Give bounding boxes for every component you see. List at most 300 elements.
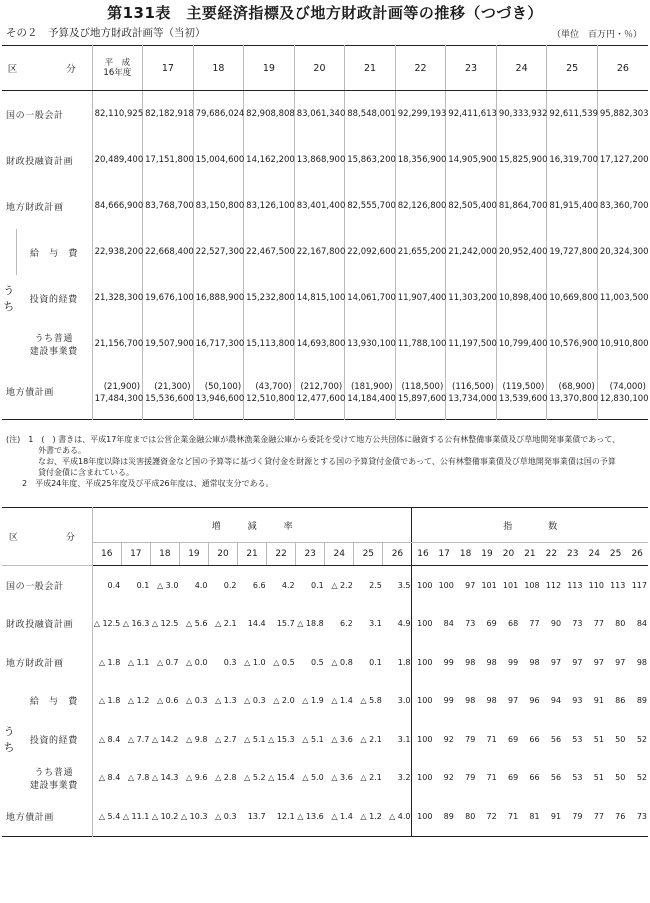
cell-value: 82,505,400 [446,183,497,229]
rate-value: △ 1.4 [331,811,353,821]
index-value: 100 [412,643,433,682]
header-year: 19 [179,543,208,566]
rate-value: △ 1.0 [244,657,266,667]
rate-value: 2.5 [369,580,382,590]
cell-value: 10,576,900 [547,321,598,367]
cell-value: 13,868,900 [294,137,345,183]
index-value: 100 [412,759,433,798]
index-value: 101 [502,580,519,590]
index-value: 91 [550,811,562,821]
index-value: 101 [481,580,497,590]
header-year: 19 [476,543,497,566]
cell-value: 22,527,300 [193,229,244,275]
index-value: 68 [507,619,519,629]
rate-value: △ 7.8 [127,773,150,783]
header-year: 20 [208,543,237,566]
rate-value: △ 12.5 [151,619,179,629]
header-year: 17 [143,46,194,91]
index-value: 79 [572,811,583,821]
table-row [2,643,648,682]
index-value: 73 [465,619,476,629]
rate-value: △ 5.1 [302,734,324,744]
index-value: 91 [593,696,604,706]
cell-value: 83,360,700 [597,183,648,229]
cell-value: 11,197,500 [446,321,497,367]
cell-value: 83,768,700 [143,183,194,229]
rate-value: 3.0 [397,696,411,706]
index-value: 98 [465,657,476,667]
index-value: 98 [529,657,540,667]
header-year: 21 [519,543,540,566]
table-row [2,137,648,183]
header-year: 23 [296,543,325,566]
rate-value: △ 0.3 [186,696,208,706]
index-value: 53 [572,773,583,783]
rate-value: △ 0.7 [156,657,179,667]
rate-value: 0.1 [369,657,382,667]
rate-value: △ 11.1 [122,811,150,821]
header-year: 25 [354,543,383,566]
note-line: 外書である。 [6,446,86,455]
index-value: 93 [572,696,583,706]
table-row [2,367,648,420]
cell-value: 82,555,700 [345,183,396,229]
header-year: 20 [294,46,345,91]
header-year: 18 [455,543,476,566]
table-row [2,759,648,798]
index-value: 77 [529,619,540,629]
rate-value: △ 12.5 [92,605,121,644]
index-value: 77 [593,811,604,821]
unit-label: （単位 百万円・％） [551,30,642,40]
index-value: 77 [593,619,604,629]
rate-value: △ 13.6 [297,811,324,821]
index-value: 99 [443,657,454,667]
cell-value: 17,127,200 [597,137,648,183]
cell-value: 14,061,700 [345,275,396,321]
rate-value: △ 3.6 [331,734,353,744]
index-value: 97 [593,657,604,667]
cell-value: 83,150,800 [193,183,244,229]
note-line: (注) 1 ( ) 書きは、平成17年度までは公営企業金融公庫が農林漁業金融公庫から委託を受けて地方公共団体に融資する公有林整備事業債及び草地開発事業債であって、 [6,435,621,444]
notes [6,434,646,489]
cell-value: 20,952,400 [496,229,547,275]
index-value: 117 [631,580,647,590]
index-value: 97 [465,580,476,590]
row-label: 投資的経費 [29,294,78,305]
rate-value: △ 5.8 [360,696,382,706]
section-subtitle: その２ 予算及び地方財政計画等（当初） [6,27,206,39]
rate-value: △ 2.0 [273,696,295,706]
header-category: 区 分 [2,46,92,91]
table-row [2,321,648,367]
rate-value: △ 7.7 [127,734,150,744]
cell-value: 10,669,800 [547,275,598,321]
cell-value: (118,500) 15,897,600 [395,367,446,420]
header-year: 平 成 16年度 [92,46,143,91]
cell-value: 92,611,539 [547,91,598,138]
cell-value: 15,232,800 [244,275,295,321]
cell-value: 22,668,400 [143,229,194,275]
cell-value: 10,898,400 [496,275,547,321]
header-year: 24 [583,543,604,566]
rate-value: △ 0.3 [244,696,266,706]
row-label: 給 与 費 [29,697,78,708]
index-value: 99 [507,657,519,667]
index-value: 100 [412,682,433,721]
cell-value: 11,003,500 [597,275,648,321]
rate-value: 4.2 [281,580,295,590]
header-year: 18 [193,46,244,91]
cell-value: 82,182,918 [143,91,194,138]
rate-value: △ 3.0 [156,580,179,590]
cell-value: 15,004,600 [193,137,244,183]
row-label: 地方財政計画 [6,658,64,669]
cell-value: (212,700) 12,477,600 [294,367,345,420]
cell-value: 81,915,400 [547,183,598,229]
header-year: 17 [121,543,150,566]
cell-value: 11,907,400 [395,275,446,321]
cell-value: 10,910,800 [597,321,648,367]
header-year: 22 [541,543,562,566]
index-value: 110 [588,580,604,590]
cell-value: 15,825,900 [496,137,547,183]
index-value: 69 [507,734,519,744]
rate-value: △ 5.2 [244,773,266,783]
rate-value: 3.1 [397,734,411,744]
header-rate-group: 増 減 率 [92,508,412,543]
rate-value: △ 2.1 [215,619,237,629]
index-value: 113 [567,580,583,590]
note-line: なお、平成18年度以降は災害援護資金など国の予算等に基づく貸付金を財源とする国の予算貸付金債であって、公有林整備事業債及び草地開発事業債は国の予算 [6,457,616,466]
note-line: 2 平成24年度、平成25年度及び平成26年度は、通常収支分である。 [6,479,274,488]
header-year: 26 [597,46,648,91]
rate-value: △ 18.8 [297,619,324,629]
row-label: 財政投融資計画 [6,620,74,631]
cell-value: 14,815,100 [294,275,345,321]
index-value: 92 [443,773,454,783]
rate-value: △ 1.2 [127,696,150,706]
index-value: 100 [412,605,433,644]
cell-value: 20,324,300 [597,229,648,275]
rate-value: 0.4 [92,566,121,605]
row-label: 地方財政計画 [6,202,64,213]
rate-value: △ 15.4 [268,773,295,783]
rate-value: △ 3.6 [331,773,353,783]
index-value: 69 [486,619,497,629]
index-value: 89 [443,811,454,821]
cell-value: 14,905,900 [446,137,497,183]
cell-value: 83,126,100 [244,183,295,229]
cell-value: 95,882,303 [597,91,648,138]
rate-value: 15.7 [276,619,295,629]
table-row [2,229,648,275]
cell-value: 92,411,613 [446,91,497,138]
cell-value: 21,242,000 [446,229,497,275]
rate-value: △ 1.3 [215,696,237,706]
cell-value: (50,100) 13,946,600 [193,367,244,420]
index-value: 72 [486,811,497,821]
cell-value: 79,686,024 [193,91,244,138]
index-value: 80 [465,811,476,821]
rate-value: 14.4 [247,619,266,629]
index-value: 71 [486,734,497,744]
rate-value: △ 2.1 [360,734,382,744]
table-row [2,275,648,321]
cell-value: 22,167,800 [294,229,345,275]
header-year: 17 [433,543,454,566]
header-year: 26 [383,543,412,566]
cell-value: (119,500) 13,539,600 [496,367,547,420]
index-value: 97 [507,696,519,706]
cell-value: 19,507,900 [143,321,194,367]
index-value: 94 [550,696,562,706]
rate-value: 6.6 [252,580,266,590]
cell-value: 21,328,300 [92,275,143,321]
rate-index-table [2,507,648,837]
rate-value: △ 9.8 [186,734,208,744]
rate-value: 3.2 [397,773,411,783]
index-value: 100 [438,580,454,590]
rate-value: △ 14.3 [151,773,179,783]
index-value: 51 [593,734,604,744]
index-value: 90 [550,619,562,629]
rate-value: △ 5.1 [244,734,266,744]
header-year: 21 [345,46,396,91]
index-value: 108 [524,580,540,590]
cell-value: 21,655,200 [395,229,446,275]
rate-value: △ 9.6 [186,773,208,783]
rate-value: 0.5 [310,657,324,667]
uchi-bracket: う ち [3,725,15,755]
index-value: 76 [615,811,626,821]
page-title: 第131表 主要経済指標及び地方財政計画等の推移（つづき） [107,4,543,22]
index-value: 51 [593,773,604,783]
rate-value: △ 1.8 [92,682,121,721]
rate-value: △ 10.2 [151,811,179,821]
cell-value: 14,162,200 [244,137,295,183]
cell-value: 10,799,400 [496,321,547,367]
rate-value: 6.2 [340,619,353,629]
index-value: 98 [636,657,647,667]
index-value: 81 [529,811,540,821]
index-value: 56 [550,773,562,783]
cell-value: 14,693,800 [294,321,345,367]
cell-value: 16,717,300 [193,321,244,367]
cell-value: 84,666,900 [92,183,143,229]
rate-value: △ 1.8 [92,643,121,682]
cell-value: 20,489,400 [92,137,143,183]
index-value: 73 [572,619,583,629]
index-value: 113 [610,580,626,590]
row-label: 地方債計画 [6,388,55,398]
index-value: 52 [636,734,647,744]
rate-value: △ 5.6 [186,619,208,629]
index-value: 66 [529,734,540,744]
header-year: 24 [496,46,547,91]
cell-value: (21,300) 15,536,600 [143,367,194,420]
uchi-bracket: う ち [3,284,15,313]
rate-value: △ 2.1 [360,773,382,783]
rate-value: △ 0.5 [273,657,295,667]
header-year: 25 [547,46,598,91]
header-year: 22 [267,543,296,566]
index-value: 80 [615,619,626,629]
cell-value: (43,700) 12,510,800 [244,367,295,420]
index-value: 79 [465,773,476,783]
cell-value: 13,930,100 [345,321,396,367]
cell-value: 19,727,800 [547,229,598,275]
note-line: 貸付金債に含まれている。 [6,468,134,477]
row-label: 給 与 費 [16,229,92,275]
index-value: 89 [636,696,647,706]
rate-value: 4.0 [194,580,208,590]
cell-value: 90,333,932 [496,91,547,138]
rate-value: △ 4.0 [389,811,411,821]
cell-value: 82,110,925 [92,91,143,138]
header-year: 21 [238,543,267,566]
rate-value: 3.5 [397,580,411,590]
index-value: 84 [443,619,454,629]
table-row [2,91,648,138]
cell-value: 22,092,600 [345,229,396,275]
cell-value: 11,303,200 [446,275,497,321]
rate-value: △ 0.0 [186,657,208,667]
index-value: 52 [636,773,647,783]
rate-value: 12.1 [276,811,295,821]
index-value: 71 [507,811,519,821]
cell-value: 19,676,100 [143,275,194,321]
index-value: 100 [412,720,433,759]
row-label: うち普通 建設事業費 [29,767,78,791]
rate-value: △ 1.9 [302,696,324,706]
rate-value: △ 0.8 [331,657,353,667]
cell-value: (68,900) 13,370,800 [547,367,598,420]
index-value: 99 [443,696,454,706]
cell-value: 22,938,200 [92,229,143,275]
header-year: 16 [92,543,121,566]
header-year: 22 [395,46,446,91]
rate-value: △ 1.2 [360,811,382,821]
rate-value: 3.1 [369,619,382,629]
header-year: 25 [605,543,626,566]
table-row [2,682,648,721]
rate-value: 0.2 [223,580,237,590]
table-row [2,720,648,759]
header-year: 20 [498,543,519,566]
cell-value: 81,864,700 [496,183,547,229]
rate-value: △ 5.4 [92,797,121,836]
cell-value: 15,113,800 [244,321,295,367]
budget-table [2,45,648,420]
cell-value: 16,888,900 [193,275,244,321]
cell-value: 82,126,800 [395,183,446,229]
index-value: 100 [412,797,433,836]
index-value: 97 [615,657,626,667]
index-value: 112 [545,580,562,590]
table-row [2,605,648,644]
table-row [2,797,648,836]
index-value: 73 [636,811,647,821]
table-row [2,183,648,229]
cell-value: (21,900) 17,484,300 [92,367,143,420]
rate-value: △ 0.3 [215,811,237,821]
header-index-group: 指 数 [412,508,648,543]
rate-value: 0.3 [223,657,237,667]
index-value: 69 [507,773,519,783]
index-value: 98 [486,657,497,667]
index-value: 56 [550,734,562,744]
rate-value: 0.1 [310,580,324,590]
cell-value: 22,467,500 [244,229,295,275]
cell-value: 82,908,808 [244,91,295,138]
row-label: 国の一般会計 [6,581,64,592]
rate-value: △ 1.1 [127,657,150,667]
index-value: 53 [572,734,583,744]
index-value: 50 [615,773,626,783]
cell-value: 88,548,001 [345,91,396,138]
cell-value: 18,356,900 [395,137,446,183]
rate-value: 13.7 [247,811,266,821]
header-year: 16 [412,543,433,566]
cell-value: 21,156,700 [92,321,143,367]
rate-value: 4.9 [397,619,411,629]
cell-value: 16,319,700 [547,137,598,183]
index-value: 66 [529,773,540,783]
rate-value: △ 8.4 [92,759,121,798]
rate-value: △ 2.7 [215,734,237,744]
header-year: 19 [244,46,295,91]
header-year: 23 [562,543,583,566]
cell-value: 92,299,193 [395,91,446,138]
cell-value: 83,401,400 [294,183,345,229]
index-value: 96 [529,696,540,706]
index-value: 98 [486,696,497,706]
rate-value: △ 16.3 [122,619,150,629]
rate-value: 0.1 [136,580,150,590]
index-value: 50 [615,734,626,744]
index-value: 97 [550,657,562,667]
row-label: うち普通 建設事業費 [29,334,78,357]
index-value: 86 [615,696,626,706]
header-year: 26 [626,543,648,566]
index-value: 100 [412,566,433,605]
row-label: 投資的経費 [29,735,78,746]
cell-value: 15,863,200 [345,137,396,183]
cell-value: (74,000) 12,830,100 [597,367,648,420]
header-year: 23 [446,46,497,91]
row-label: 地方債計画 [6,812,55,823]
row-label: 財政投融資計画 [6,156,74,167]
index-value: 92 [443,734,454,744]
index-value: 79 [465,734,476,744]
index-value: 98 [465,696,476,706]
cell-value: 11,788,100 [395,321,446,367]
header-year: 18 [150,543,179,566]
rate-value: △ 1.4 [331,696,353,706]
rate-value: △ 0.6 [156,696,179,706]
header-category: 区 分 [2,508,92,566]
rate-value: 1.8 [397,657,411,667]
rate-value: △ 8.4 [92,720,121,759]
rate-value: △ 10.3 [180,811,208,821]
cell-value: (181,900) 14,184,400 [345,367,396,420]
rate-value: △ 2.8 [215,773,237,783]
rate-value: △ 14.2 [151,734,179,744]
rate-value: △ 15.3 [268,734,295,744]
table-row [2,566,648,605]
cell-value: (116,500) 13,734,000 [446,367,497,420]
